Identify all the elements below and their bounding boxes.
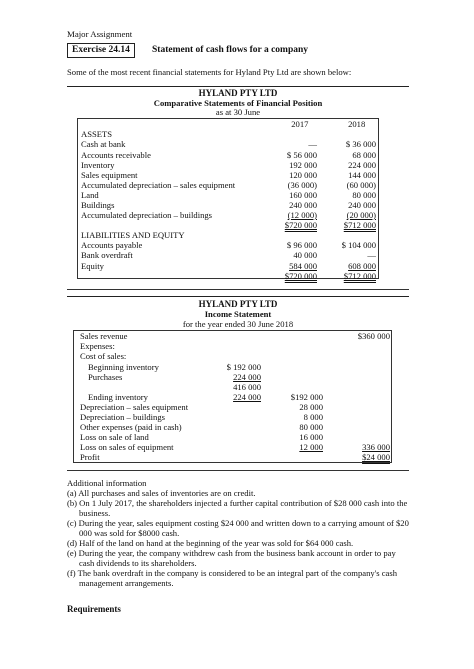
table-row: Buildings 240 000 240 000 bbox=[81, 199, 376, 210]
table-row: Accounts payable $ 96 000 $ 104 000 bbox=[81, 240, 376, 251]
note-item: (b) On 1 July 2017, the shareholders injected a further capital contribution of $28 000 cash into the business. bbox=[67, 498, 408, 519]
table-row: Beginning inventory $ 192 000 bbox=[88, 361, 261, 372]
table-row: Accounts receivable $ 56 000 68 000 bbox=[81, 149, 376, 160]
additional-information bbox=[67, 478, 412, 589]
table-row: Sales equipment 120 000 144 000 bbox=[81, 169, 376, 180]
section-rule bbox=[67, 470, 409, 471]
liabilities-heading: LIABILITIES AND EQUITY bbox=[81, 230, 185, 241]
table-row: Equity 584 000 608 000 bbox=[81, 260, 376, 271]
note-item: (f) The bank overdraft in the company is considered to be an integral part of the company's cash management arrangements. bbox=[67, 568, 397, 589]
table-row: Land 160 000 80 000 bbox=[81, 189, 376, 200]
expenses-label: Expenses: bbox=[80, 341, 115, 352]
assets-heading: ASSETS bbox=[81, 129, 113, 140]
position-statement-box bbox=[77, 118, 379, 279]
document-header: Major Assignment bbox=[67, 29, 133, 39]
position-company: HYLAND PTY LTD bbox=[198, 88, 278, 98]
section-rule bbox=[67, 289, 409, 290]
position-subtitle: as at 30 June bbox=[215, 107, 261, 117]
table-row: Loss on sale of land 16 000 bbox=[80, 432, 323, 443]
note-item: (c) During the year, sales equipment costing $24 000 and written down to a carrying amount of $20 000 was sold for $8000 cash. bbox=[67, 518, 409, 539]
liabilities-total-row: $720 000 $712 000 bbox=[284, 270, 376, 281]
notes-heading: Additional information bbox=[67, 478, 147, 488]
table-row: Depreciation – sales equipment 28 000 bbox=[80, 401, 323, 412]
income-subtitle: for the year ended 30 June 2018 bbox=[182, 319, 294, 329]
section-rule bbox=[67, 296, 409, 297]
income-table bbox=[80, 332, 390, 463]
section-rule bbox=[67, 86, 409, 87]
intro-text: Some of the most recent financial statements for Hyland Pty Ltd are shown below: bbox=[67, 67, 352, 77]
col-header-2018: 2018 bbox=[348, 119, 366, 130]
cost-of-sales-label: Cost of sales: bbox=[80, 351, 127, 362]
table-row: Accumulated depreciation – buildings (12 000) (20 000) bbox=[81, 210, 376, 221]
table-row: Depreciation – buildings 8 000 bbox=[80, 411, 323, 422]
income-company: HYLAND PTY LTD bbox=[198, 299, 278, 309]
income-title: Income Statement bbox=[204, 309, 272, 319]
income-statement-box bbox=[73, 330, 392, 463]
table-row: Inventory 192 000 224 000 bbox=[81, 159, 376, 170]
position-table bbox=[81, 120, 376, 282]
table-row: Accumulated depreciation – sales equipment (36 000) (60 000) bbox=[81, 179, 376, 190]
exercise-code: Exercise 24.14 bbox=[67, 43, 135, 58]
table-row: Sales revenue $360 000 bbox=[80, 331, 390, 342]
exercise-title: Statement of cash flows for a company bbox=[152, 45, 309, 55]
position-title: Comparative Statements of Financial Position bbox=[153, 98, 323, 108]
col-header-2017: 2017 bbox=[291, 119, 309, 130]
table-row: Ending inventory 224 000 $192 000 bbox=[88, 391, 323, 402]
table-row: Other expenses (paid in cash) 80 000 bbox=[80, 422, 323, 433]
profit-row: Profit $24 000 bbox=[80, 452, 390, 463]
table-row: 416 000 bbox=[233, 381, 261, 392]
assets-total-row: $720 000 $712 000 bbox=[284, 220, 376, 231]
note-item: (e) During the year, the company withdrew cash from the business bank account in order to pay cash dividends to its shareholders. bbox=[67, 548, 396, 569]
requirements-heading: Requirements bbox=[67, 604, 121, 614]
table-row: Purchases 224 000 bbox=[88, 371, 261, 382]
table-row: Loss on sales of equipment 12 000 336 000 bbox=[80, 442, 390, 453]
table-row: Cash at bank — $ 36 000 bbox=[81, 139, 376, 150]
note-item: (d) Half of the land on hand at the beginning of the year was sold for $64 000 cash. bbox=[67, 538, 354, 549]
note-item: (a) All purchases and sales of inventories are on credit. bbox=[67, 488, 256, 499]
table-row: Bank overdraft 40 000 — bbox=[81, 250, 376, 261]
